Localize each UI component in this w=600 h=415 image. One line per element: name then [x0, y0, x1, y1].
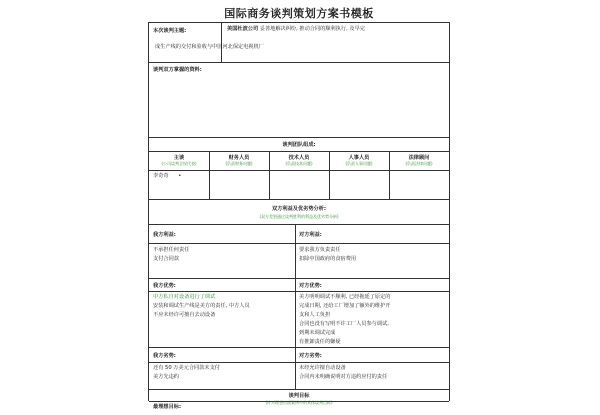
- their-interest-list: 要求我方负责责任 扣除中国政府的食宿费用: [299, 247, 357, 262]
- role-host: 主谈 (公司谈判全权代表): [161, 155, 197, 166]
- our-advantage-list: 中方私自对设备进行了调试 安装和调试生产线是美方的责任, 中方人员 不应未经许可擅自去动设备: [153, 293, 293, 320]
- document-title: 国际商务谈判策划方案书模板: [224, 7, 374, 20]
- our-advantage-note: 中方私自对设备进行了调试: [153, 294, 216, 300]
- ideal-goal-label: 最理想目标:: [153, 404, 182, 410]
- team-row: [149, 137, 449, 200]
- advantage-row: [149, 278, 449, 348]
- team-roles: [149, 151, 449, 200]
- team-member: 李奇奇 •: [153, 173, 182, 179]
- analysis-header: [149, 199, 449, 225]
- role-legal: 法律顾问 (负责法律问题): [405, 155, 433, 166]
- our-interest-label: 我方利益:: [153, 232, 176, 238]
- info-label: 谈判双方掌握的资料:: [153, 67, 202, 73]
- role-finance: 财务人员 (负责财务问题): [225, 155, 253, 166]
- their-interest-label: 对方利益:: [299, 232, 322, 238]
- role-tech: 技术人员 (负责技术问题): [285, 155, 313, 166]
- our-interest-list: 不承担任何责任 支付合同款: [153, 247, 190, 262]
- disadvantage-row: [149, 347, 449, 390]
- our-disadvantage-list: 还有 50 万美元合同款未支付 美方先违约: [153, 365, 220, 380]
- analysis-title: 双方利益及优劣势分析:: [272, 206, 326, 212]
- info-row: [149, 62, 449, 138]
- analysis-subtitle: (双方差别通过谈判胜利的利益及优劣势分析): [259, 214, 339, 219]
- topic-text: 美国杜波公司 妥善地解决纠纷, 推动合同的顺利执行, 及早完: [227, 26, 365, 32]
- goal-ideal-row: [149, 401, 449, 414]
- their-advantage-list: 美方明明调试不顺利, 已经拖延了原定的 完成日期, 还给工厂增加了额外的维护开 支和人工负担 合同也没有写明不许工厂人员参与调试, 到期未调试完成 有推卸责任的嫌疑: [299, 294, 391, 345]
- topic-company: 美国杜波公司: [227, 26, 259, 32]
- role-hr: 人事人员 (负责人事问题): [345, 155, 373, 166]
- goal-subtitle: (针对理想出面案例中的具体谈判目标): [265, 400, 333, 405]
- our-disadvantage-label: 我方劣势:: [153, 353, 176, 359]
- interest-row: [149, 224, 449, 279]
- topic-text-line2: 成生产线的交付和验收与中国河北保定电视机厂: [155, 44, 264, 50]
- our-advantage-label: 我方优势:: [153, 283, 176, 289]
- bullet-icon: •: [178, 173, 182, 179]
- topic-label: 本次谈判主题:: [153, 28, 187, 34]
- their-disadvantage-label: 对方劣势:: [299, 353, 322, 359]
- team-title: 谈判团队组成:: [282, 142, 316, 148]
- plan-table: [148, 22, 450, 410]
- goal-title: 谈判目标: [288, 393, 310, 399]
- document: [148, 0, 450, 410]
- their-advantage-label: 对方优势:: [299, 283, 322, 289]
- their-disadvantage-list: 未经允许擅自动设备 合同内未明确说明对方违约应付的责任: [299, 365, 388, 380]
